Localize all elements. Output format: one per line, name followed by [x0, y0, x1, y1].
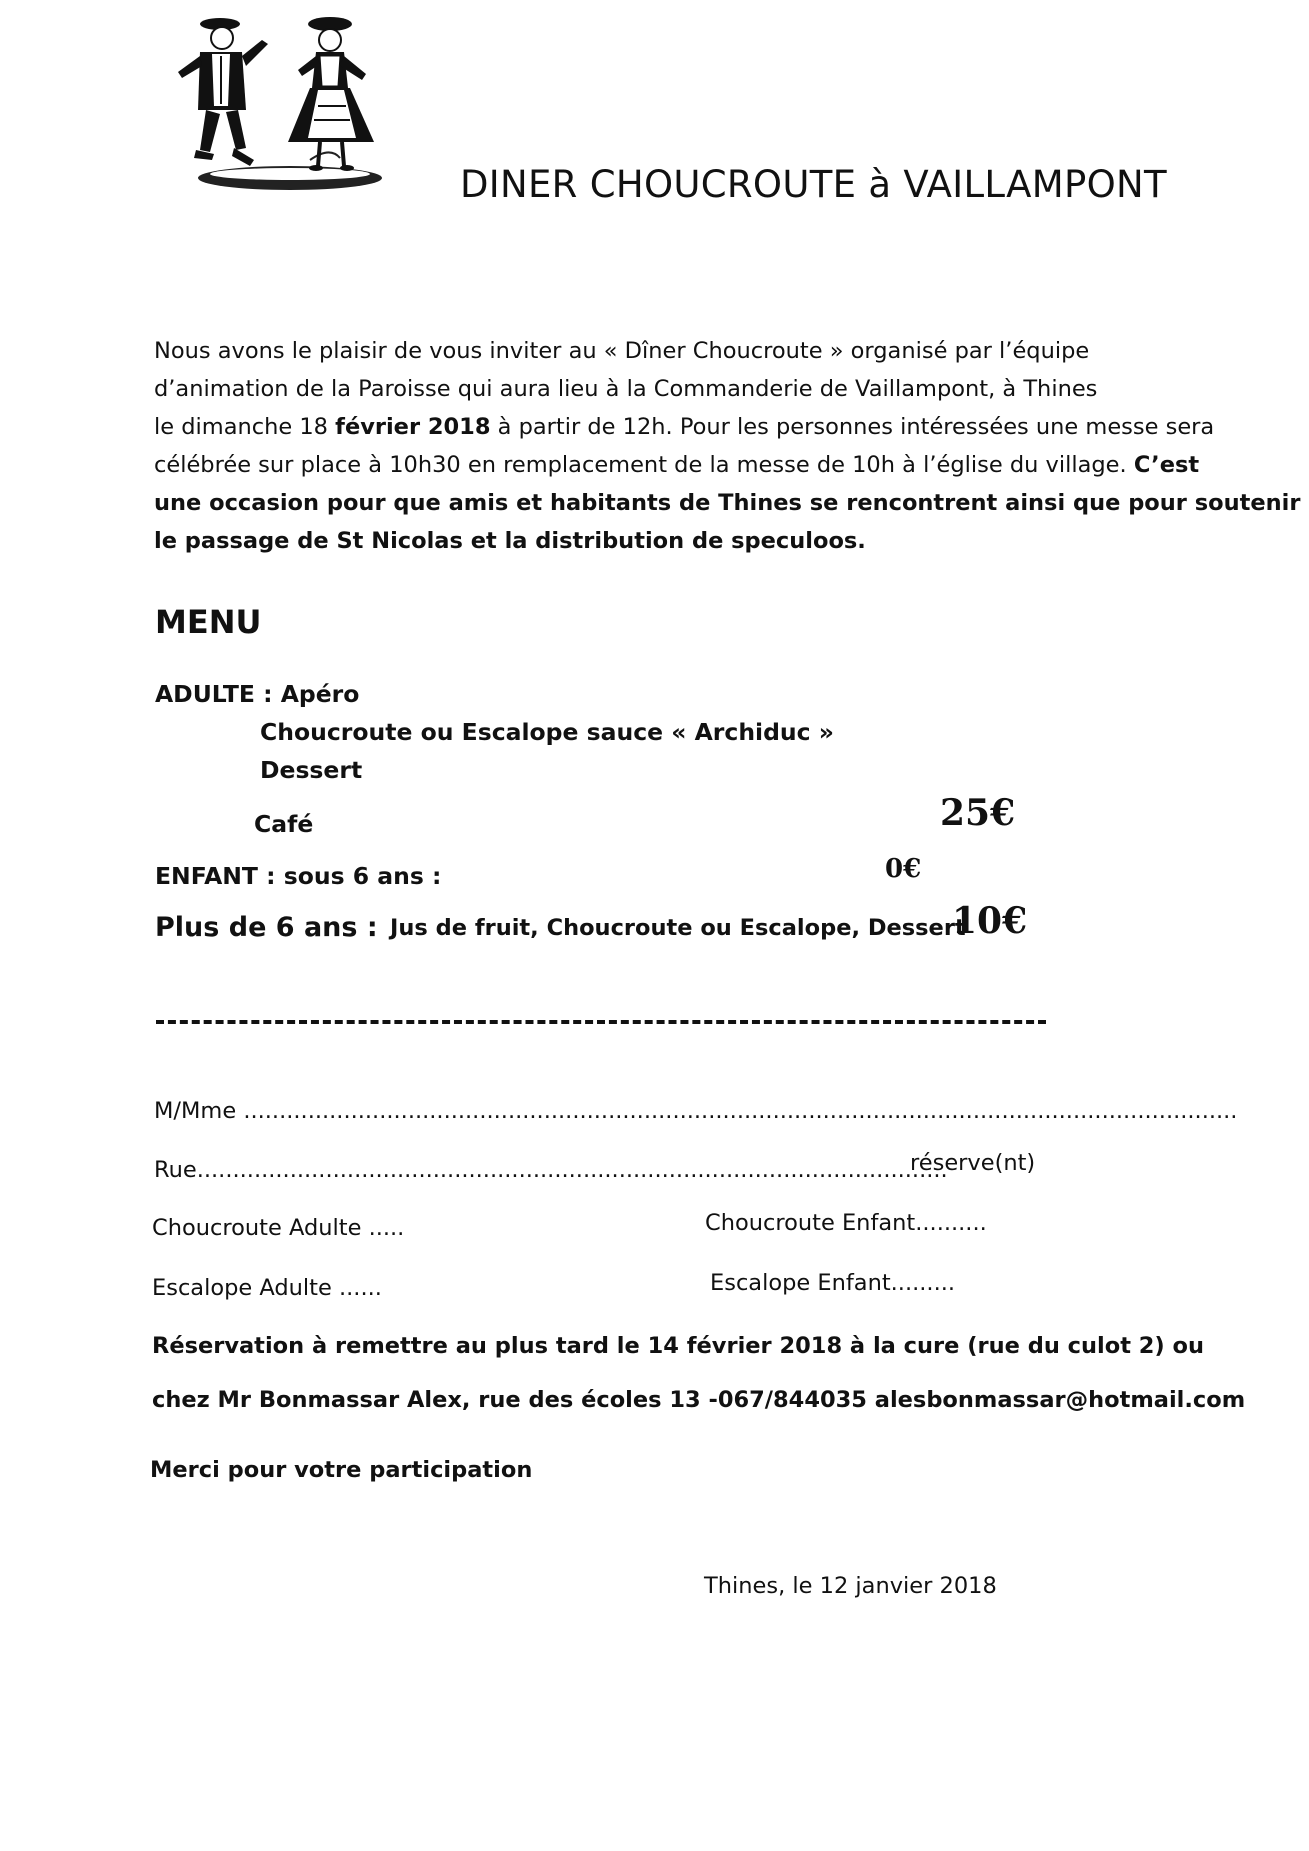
contact-info: chez Mr Bonmassar Alex, rue des écoles 13 -067/844035 alesbonmassar@hotmail.com [152, 1387, 1246, 1413]
escalope-adult-field[interactable]: Escalope Adulte ...... [152, 1275, 382, 1301]
menu-older-items: Jus de fruit, Choucroute ou Escalope, Dessert [390, 915, 966, 941]
street-field[interactable]: Rue......................................................................................................... [154, 1157, 948, 1183]
intro-line-3 [154, 408, 1214, 446]
intro-line-3-start: le dimanche 18 [154, 414, 336, 440]
intro-line-3-end: à partir de 12h. Pour les personnes intéressées une messe sera [490, 414, 1215, 440]
name-field[interactable]: M/Mme ........................................................................................................................................... [154, 1098, 1238, 1124]
reservation-deadline: Réservation à remettre au plus tard le 14 février 2018 à la cure (rue du culot 2) ou [152, 1333, 1205, 1359]
menu-adult-dessert: Dessert [260, 756, 363, 784]
menu-older-price: 10€ [952, 900, 1028, 942]
choucroute-child-field[interactable]: Choucroute Enfant.......... [705, 1210, 987, 1236]
place-date: Thines, le 12 janvier 2018 [704, 1573, 997, 1599]
choucroute-adult-field[interactable]: Choucroute Adulte ..... [152, 1215, 405, 1241]
cut-line [156, 1020, 1046, 1024]
intro-line-1: Nous avons le plaisir de vous inviter au « Dîner Choucroute » organisé par l’équipe [154, 338, 1090, 364]
menu-adult-main: Choucroute ou Escalope sauce « Archiduc » [260, 718, 834, 746]
intro-event-date: février 2018 [335, 414, 491, 440]
intro-line-4-bold: C’est [1133, 452, 1200, 478]
menu-heading: MENU [155, 603, 262, 641]
page-title: DINER CHOUCROUTE à VAILLAMPONT [460, 163, 1167, 206]
menu-adult-price: 25€ [940, 792, 1016, 834]
intro-line-4 [154, 446, 1199, 484]
menu-child-price: 0€ [885, 854, 922, 884]
dancing-couple-icon [170, 10, 410, 195]
intro-line-6: le passage de St Nicolas et la distribution de speculoos. [154, 528, 866, 554]
escalope-child-field[interactable]: Escalope Enfant......... [710, 1270, 956, 1296]
reserve-label: réserve(nt) [910, 1150, 1036, 1176]
intro-line-2: d’animation de la Paroisse qui aura lieu à la Commanderie de Vaillampont, à Thines [154, 376, 1098, 402]
intro-line-5: une occasion pour que amis et habitants de Thines se rencontrent ainsi que pour soutenir [154, 490, 1301, 516]
menu-adult-label: ADULTE : Apéro [155, 680, 360, 708]
intro-line-4-start: célébrée sur place à 10h30 en remplacement de la messe de 10h à l’église du village. [154, 452, 1134, 478]
thanks-message: Merci pour votre participation [150, 1457, 533, 1483]
menu-child-label: ENFANT : sous 6 ans : [155, 862, 442, 890]
menu-adult-coffee: Café [254, 810, 314, 838]
menu-older-label: Plus de 6 ans : [155, 912, 378, 943]
